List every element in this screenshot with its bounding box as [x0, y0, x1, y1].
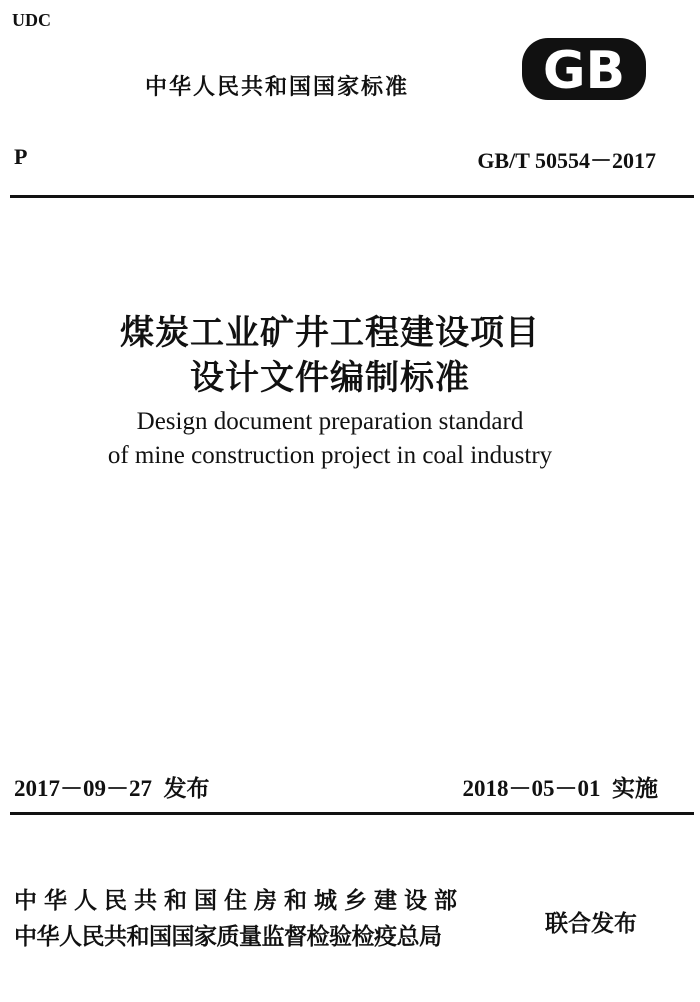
issue-date-block [14, 770, 210, 803]
effective-label: 实施 [612, 776, 658, 802]
effective-date-block [463, 770, 659, 803]
standard-number: GB/T 50554－2017 [477, 148, 656, 173]
title-cn-line1: 煤炭工业矿井工程建设项目 [120, 313, 540, 353]
gb-logo-text: GB [542, 41, 626, 101]
title-cn-line2: 设计文件编制标准 [190, 358, 470, 398]
bottom-divider [10, 812, 694, 815]
top-divider [10, 195, 694, 198]
joint-issue-label: 联合发布 [545, 911, 637, 937]
issue-date: 2017－09－27 [14, 776, 152, 801]
title-en-line2: of mine construction project in coal industry [107, 442, 553, 469]
udc-label: UDC [12, 10, 51, 30]
effective-date: 2018－05－01 [462, 776, 601, 801]
issue-label: 发布 [163, 776, 210, 802]
national-standard-heading: 中华人民共和国国家标准 [145, 75, 410, 100]
title-en-line1: Design document preparation standard [136, 408, 524, 435]
issuer-line1: 中华人民共和国住房和城乡建设部 [14, 888, 464, 914]
issuer-line2: 中华人民共和国国家质量监督检验检疫总局 [14, 924, 442, 950]
category-code: P [14, 144, 28, 169]
gb-logo [520, 36, 648, 102]
